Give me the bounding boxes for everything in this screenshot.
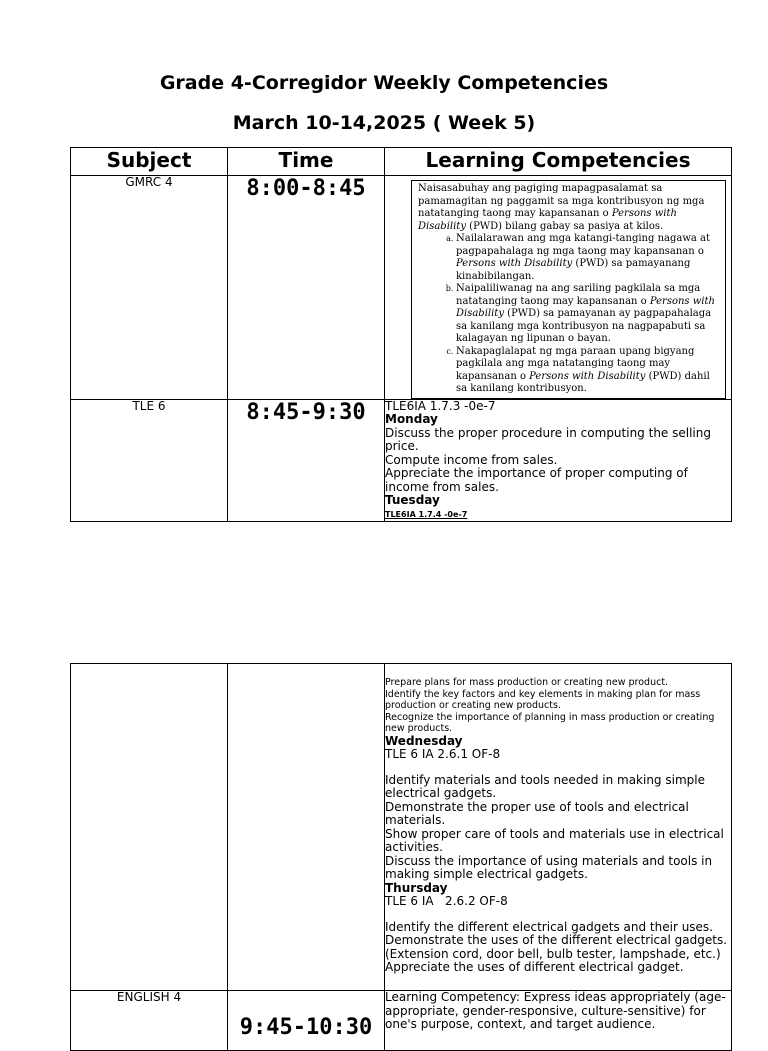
day-label: Monday [385, 412, 438, 426]
competency-cell: Learning Competency: Express ideas appropriately (age-appropriate, gender-responsive, culture-sensitive) for one's purpose, context, and target audience. [385, 991, 732, 1051]
competency-line: Identify the different electrical gadgets and their uses. [385, 919, 714, 934]
header-subject: Subject [71, 148, 228, 176]
competency-line: Demonstrate the proper use of tools and electrical materials. [385, 799, 689, 827]
list-item: b. Naipaliliwanag na ang sariling pagkilala sa mga natatanging taong may kapansanan o Persons with Disability (PWD) sa pamayanan ay pagpapahalaga sa kanilang mga kontribusyon na nagpapabuti sa kalagayan ng lipunan o bayan. [456, 283, 720, 346]
subject-cell: GMRC 4 [71, 176, 228, 400]
header-time: Time [228, 148, 385, 176]
competency-line: Identify materials and tools needed in making simple electrical gadgets. [385, 772, 705, 800]
spacer [385, 909, 731, 921]
day-label: Tuesday [385, 493, 440, 507]
competency-cell [385, 664, 732, 991]
gmrc-intro: Naisasabuhay ang pagiging mapagpasalamat sa pamamagitan ng paggamit sa mga kontribusyon ng mga natatanging taong may kapansanan o Persons with Disability (PWD) bilang gabay sa pasiya at kilos. [418, 183, 705, 232]
time-cell: 8:00-8:45 [228, 176, 385, 400]
subject-cell: ENGLISH 4 [71, 991, 228, 1051]
competency-line: Show proper care of tools and materials use in electrical activities. [385, 826, 724, 854]
competency-line: Discuss the proper procedure in computing the selling price. [385, 425, 711, 453]
competency-code: TLE 6 IA 2.6.2 OF-8 [385, 894, 508, 908]
competency-line: Identify the key factors and key elements in making plan for mass production or creating new products. [385, 688, 701, 711]
subject-cell [71, 664, 228, 991]
competency-line: Discuss the importance of using materials and tools in making simple electrical gadgets. [385, 853, 713, 881]
time-cell [228, 664, 385, 991]
document-subtitle: March 10-14,2025 ( Week 5) [232, 112, 536, 134]
list-item: c. Nakapaglalapat ng mga paraan upang bigyang pagkilala ang mga natatanging taong may kapansanan o Persons with Disability (PWD) dahil sa kanilang kontribusyon. [456, 346, 720, 396]
gmrc-competency-box [411, 180, 726, 399]
competency-table-page-2 [70, 663, 732, 1051]
competency-line: Appreciate the importance of proper computing of income from sales. [385, 466, 688, 494]
time-cell: 9:45-10:30 [228, 991, 385, 1051]
table-row-tle-continued [71, 664, 732, 991]
day-label: Wednesday [385, 733, 463, 748]
table-header-row [71, 148, 732, 176]
document-title: Grade 4-Corregidor Weekly Competencies [159, 72, 609, 94]
table-row-english [71, 991, 732, 1051]
competency-code: TLE6IA 1.7.3 -0e-7 [385, 398, 496, 413]
day-label: Thursday [385, 880, 448, 895]
competency-code: TLE6IA 1.7.4 -0e-7 [385, 509, 468, 519]
competency-line: Appreciate the uses of different electrical gadget. [385, 960, 684, 974]
time-cell: 8:45-9:30 [228, 399, 385, 522]
header-learning-competencies: Learning Competencies [385, 148, 732, 176]
table-row-tle [71, 399, 732, 522]
gmrc-objectives-list [418, 233, 720, 396]
competency-line: Recognize the importance of planning in mass production or creating new products. [385, 711, 715, 734]
competency-line: Demonstrate the uses of the different electrical gadgets. (Extension cord, door bell, bulb tester, lampshade, etc.) [385, 933, 728, 961]
competency-cell [385, 399, 732, 522]
list-item: a. Nailalarawan ang mga katangi-tanging nagawa at pagpapahalaga ng mga taong may kapansanan o Persons with Disability (PWD) sa pamayanang kinabibilangan. [456, 233, 720, 283]
competency-line: Prepare plans for mass production or creating new product. [385, 677, 669, 688]
competency-table-page-1 [70, 147, 732, 522]
table-row-gmrc [71, 176, 732, 400]
spacer [385, 762, 731, 774]
competency-line: Compute income from sales. [385, 452, 558, 467]
competency-cell [385, 176, 732, 400]
subject-cell: TLE 6 [71, 399, 228, 522]
competency-code: TLE 6 IA 2.6.1 OF-8 [385, 747, 501, 761]
